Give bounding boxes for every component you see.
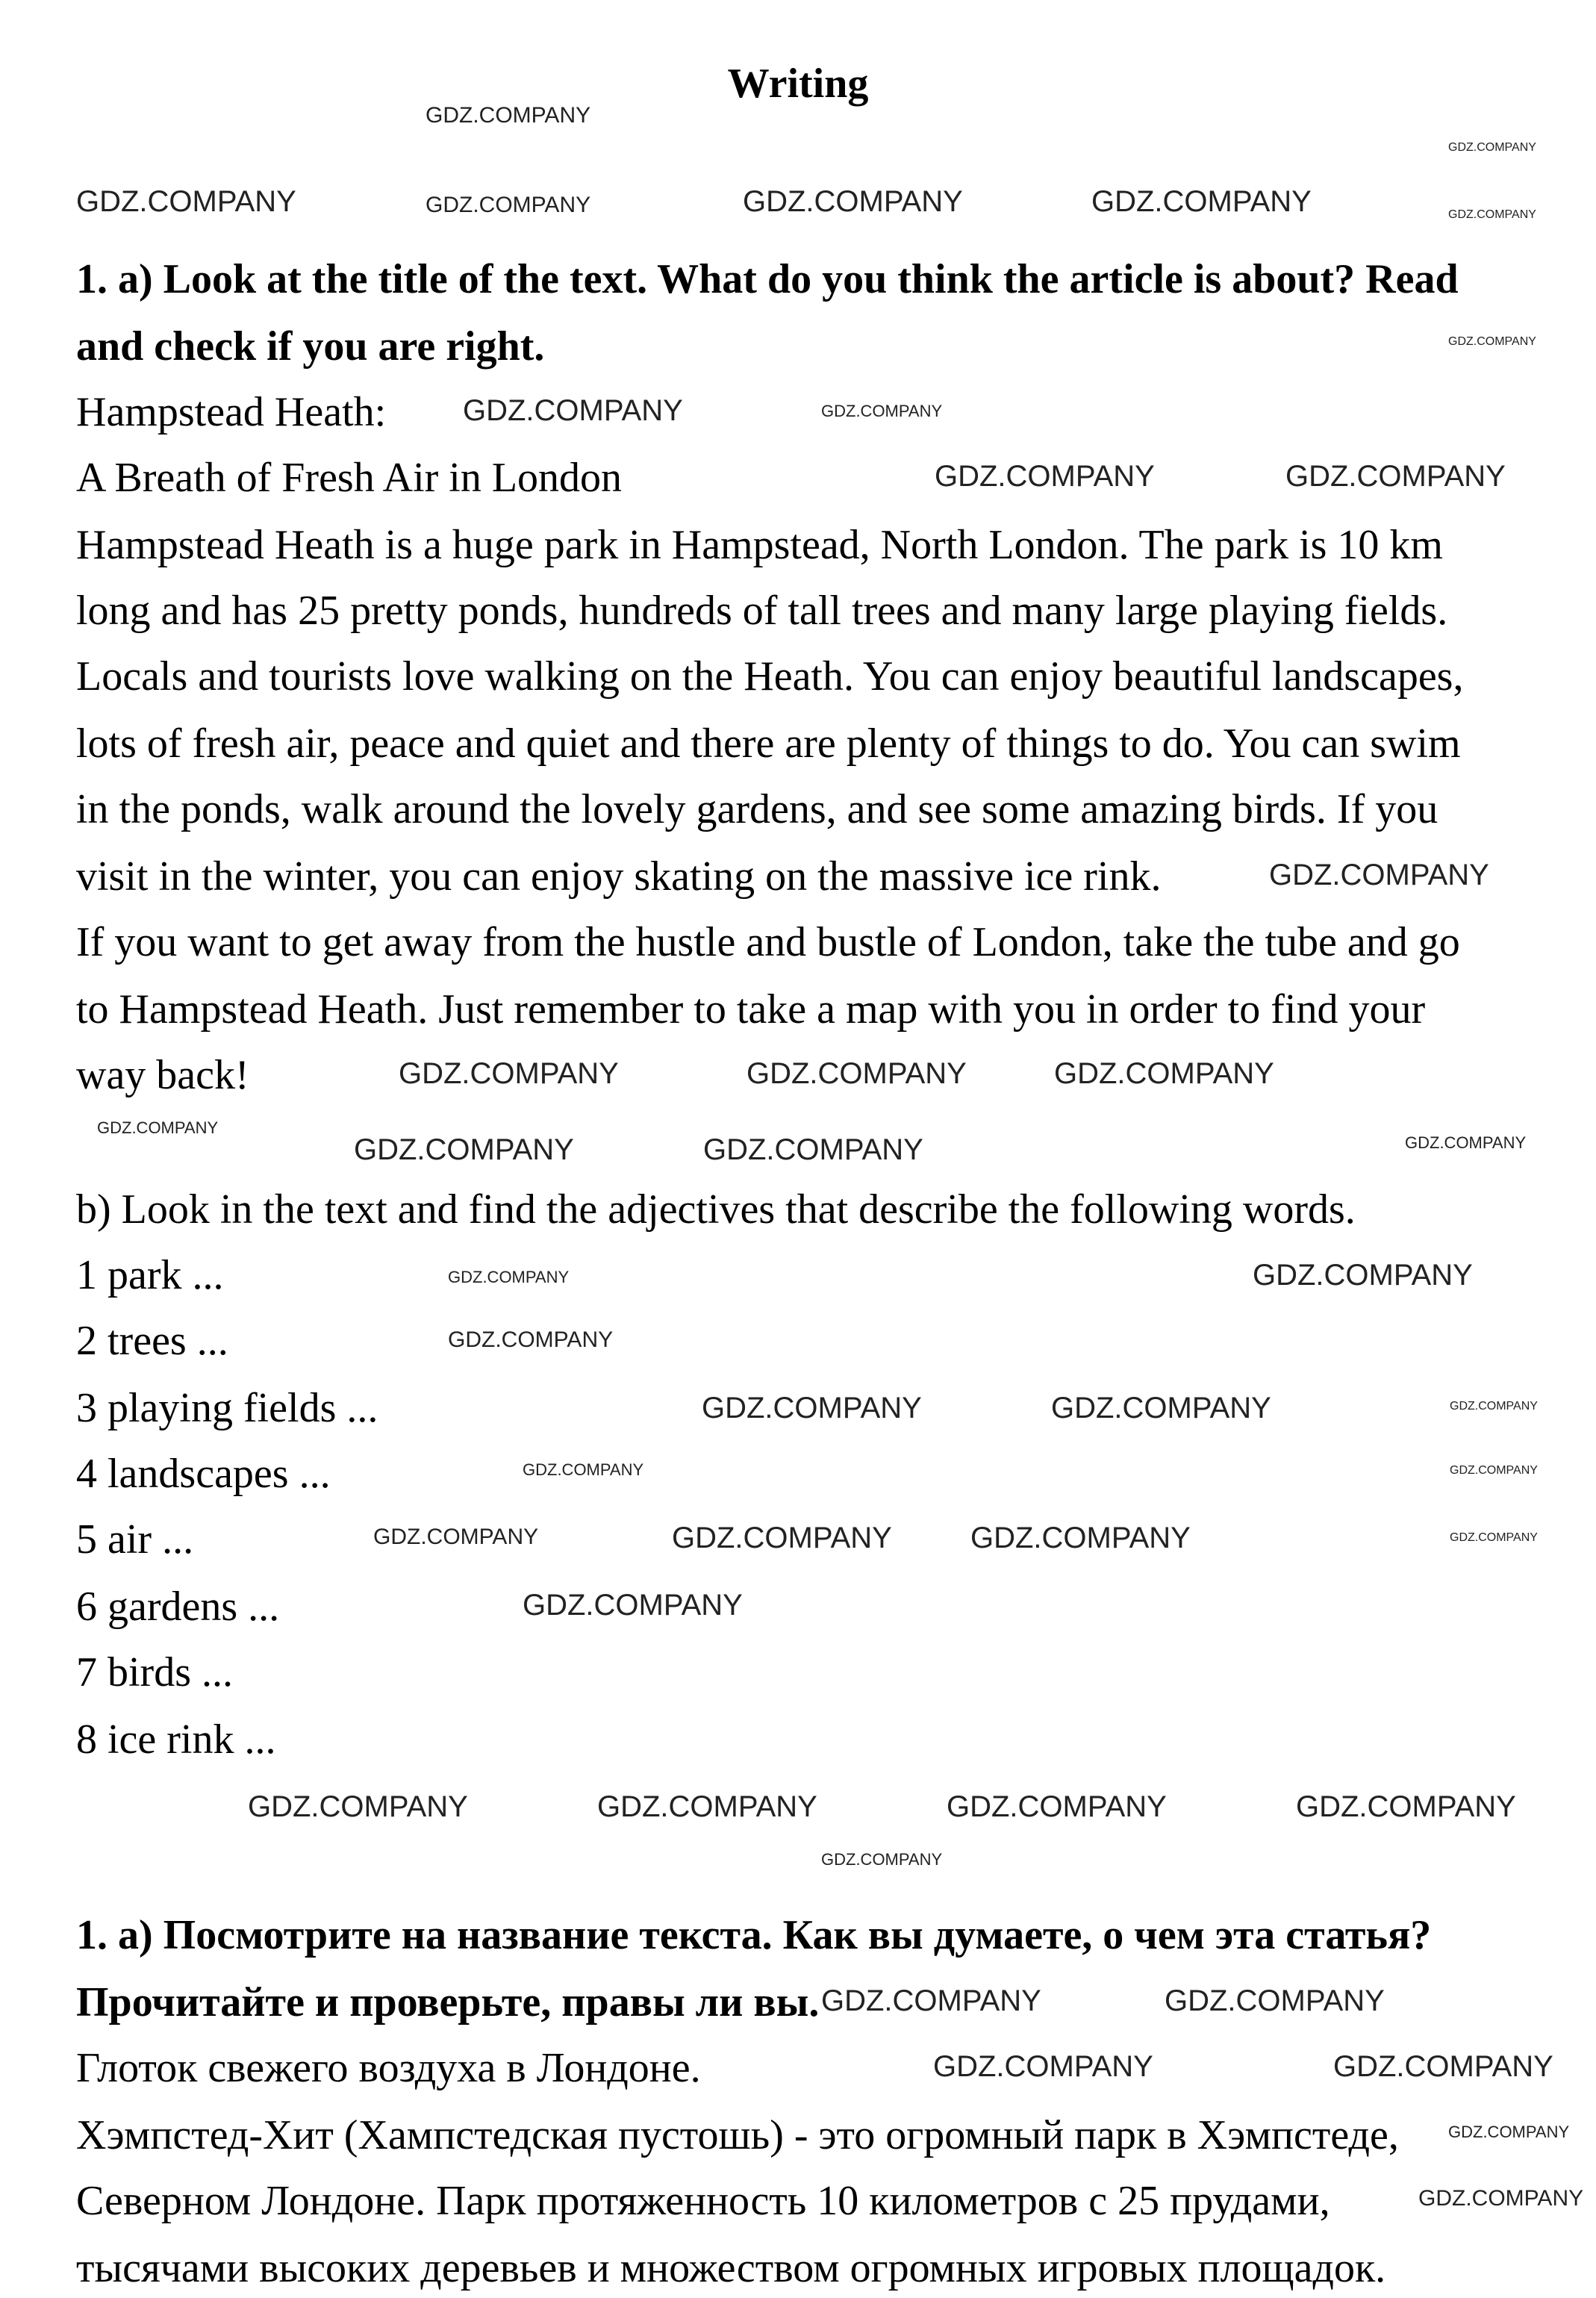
watermark: GDZ.COMPANY [1165, 1984, 1385, 2017]
watermark: GDZ.COMPANY [354, 1133, 574, 1166]
watermark: GDZ.COMPANY [672, 1522, 892, 1554]
watermark: GDZ.COMPANY [1448, 335, 1536, 348]
watermark: GDZ.COMPANY [970, 1522, 1191, 1554]
watermark: GDZ.COMPANY [746, 1057, 967, 1090]
watermark: GDZ.COMPANY [248, 1790, 468, 1823]
watermark: GDZ.COMPANY [1448, 208, 1536, 221]
watermark: GDZ.COMPANY [1054, 1057, 1274, 1090]
watermark: GDZ.COMPANY [821, 1984, 1041, 2017]
exercise-1b-item: 3 playing fields ... [76, 1385, 378, 1431]
watermark: GDZ.COMPANY [1051, 1392, 1271, 1424]
watermark: GDZ.COMPANY [703, 1133, 923, 1166]
watermark: GDZ.COMPANY [1450, 1531, 1538, 1544]
exercise-1b-item: 5 air ... [76, 1516, 194, 1563]
article-paragraph-1-line: lots of fresh air, peace and quiet and there are plenty of things to do. You can swim [76, 720, 1461, 767]
watermark: GDZ.COMPANY [426, 103, 591, 128]
translation-line: Хэмпстед-Хит (Хампстедская пустошь) - это огромный парк в Хэмпстеде, [76, 2112, 1399, 2158]
translation-line: тысячами высоких деревьев и множеством огромных игровых площадок. [76, 2245, 1386, 2291]
exercise-1b-item: 4 landscapes ... [76, 1451, 331, 1497]
watermark: GDZ.COMPANY [1448, 141, 1536, 154]
exercise-1b-item: 7 birds ... [76, 1649, 233, 1696]
translation-line: Северном Лондоне. Парк протяженность 10 километров с 25 прудами, [76, 2178, 1330, 2224]
watermark: GDZ.COMPANY [1448, 2123, 1570, 2141]
watermark: GDZ.COMPANY [935, 460, 1155, 493]
watermark: GDZ.COMPANY [1418, 2186, 1584, 2211]
watermark: GDZ.COMPANY [1450, 1400, 1538, 1413]
watermark: GDZ.COMPANY [821, 1850, 943, 1869]
watermark: GDZ.COMPANY [1285, 460, 1506, 493]
watermark: GDZ.COMPANY [523, 1589, 743, 1622]
article-heading-line-1: Hampstead Heath: [76, 389, 387, 435]
watermark: GDZ.COMPANY [933, 2050, 1153, 2083]
exercise-1a-instruction-line-1: 1. a) Look at the title of the text. What do you think the article is about? Read [76, 256, 1459, 302]
article-paragraph-1-line: Hampstead Heath is a huge park in Hampstead, North London. The park is 10 km [76, 522, 1443, 568]
article-heading-line-2: A Breath of Fresh Air in London [76, 455, 623, 501]
translation-instruction-line-2: Прочитайте и проверьте, правы ли вы. [76, 1979, 820, 2025]
watermark: GDZ.COMPANY [702, 1392, 922, 1424]
watermark: GDZ.COMPANY [1450, 1464, 1538, 1477]
page-title: Writing [727, 60, 869, 107]
watermark: GDZ.COMPANY [821, 402, 943, 420]
watermark: GDZ.COMPANY [76, 185, 296, 218]
watermark: GDZ.COMPANY [743, 185, 963, 218]
watermark: GDZ.COMPANY [448, 1327, 614, 1352]
watermark: GDZ.COMPANY [463, 394, 683, 427]
article-paragraph-2-line: If you want to get away from the hustle and bustle of London, take the tube and go [76, 919, 1460, 965]
article-paragraph-1-line: long and has 25 pretty ponds, hundreds of tall trees and many large playing fields. [76, 588, 1448, 634]
watermark: GDZ.COMPANY [1333, 2050, 1553, 2083]
watermark: GDZ.COMPANY [1253, 1259, 1473, 1292]
watermark: GDZ.COMPANY [1296, 1790, 1516, 1823]
watermark: GDZ.COMPANY [97, 1118, 219, 1137]
watermark: GDZ.COMPANY [1405, 1133, 1527, 1152]
watermark: GDZ.COMPANY [399, 1057, 619, 1090]
article-paragraph-1-line: visit in the winter, you can enjoy skating on the massive ice rink. [76, 853, 1162, 900]
translation-heading: Глоток свежего воздуха в Лондоне. [76, 2045, 701, 2091]
article-paragraph-2-line: to Hampstead Heath. Just remember to take a map with you in order to find your [76, 986, 1426, 1033]
watermark: GDZ.COMPANY [947, 1790, 1167, 1823]
watermark: GDZ.COMPANY [1091, 185, 1312, 218]
exercise-1b-item: 8 ice rink ... [76, 1716, 276, 1763]
translation-instruction-line-1: 1. а) Посмотрите на название текста. Как вы думаете, о чем эта статья? [76, 1912, 1432, 1958]
watermark: GDZ.COMPANY [426, 193, 591, 217]
watermark: GDZ.COMPANY [597, 1790, 817, 1823]
watermark: GDZ.COMPANY [373, 1525, 539, 1549]
article-paragraph-1-line: Locals and tourists love walking on the Heath. You can enjoy beautiful landscapes, [76, 653, 1464, 700]
watermark: GDZ.COMPANY [1269, 859, 1489, 891]
exercise-1b-item: 1 park ... [76, 1252, 224, 1298]
watermark: GDZ.COMPANY [448, 1268, 570, 1286]
exercise-1b-item: 2 trees ... [76, 1318, 228, 1364]
article-paragraph-1-line: in the ponds, walk around the lovely gardens, and see some amazing birds. If you [76, 786, 1438, 832]
exercise-1b-item: 6 gardens ... [76, 1584, 280, 1630]
article-paragraph-2-line: way back! [76, 1052, 249, 1098]
exercise-1b-instruction: b) Look in the text and find the adjectives that describe the following words. [76, 1186, 1356, 1233]
watermark: GDZ.COMPANY [523, 1460, 644, 1479]
exercise-1a-instruction-line-2: and check if you are right. [76, 323, 545, 370]
